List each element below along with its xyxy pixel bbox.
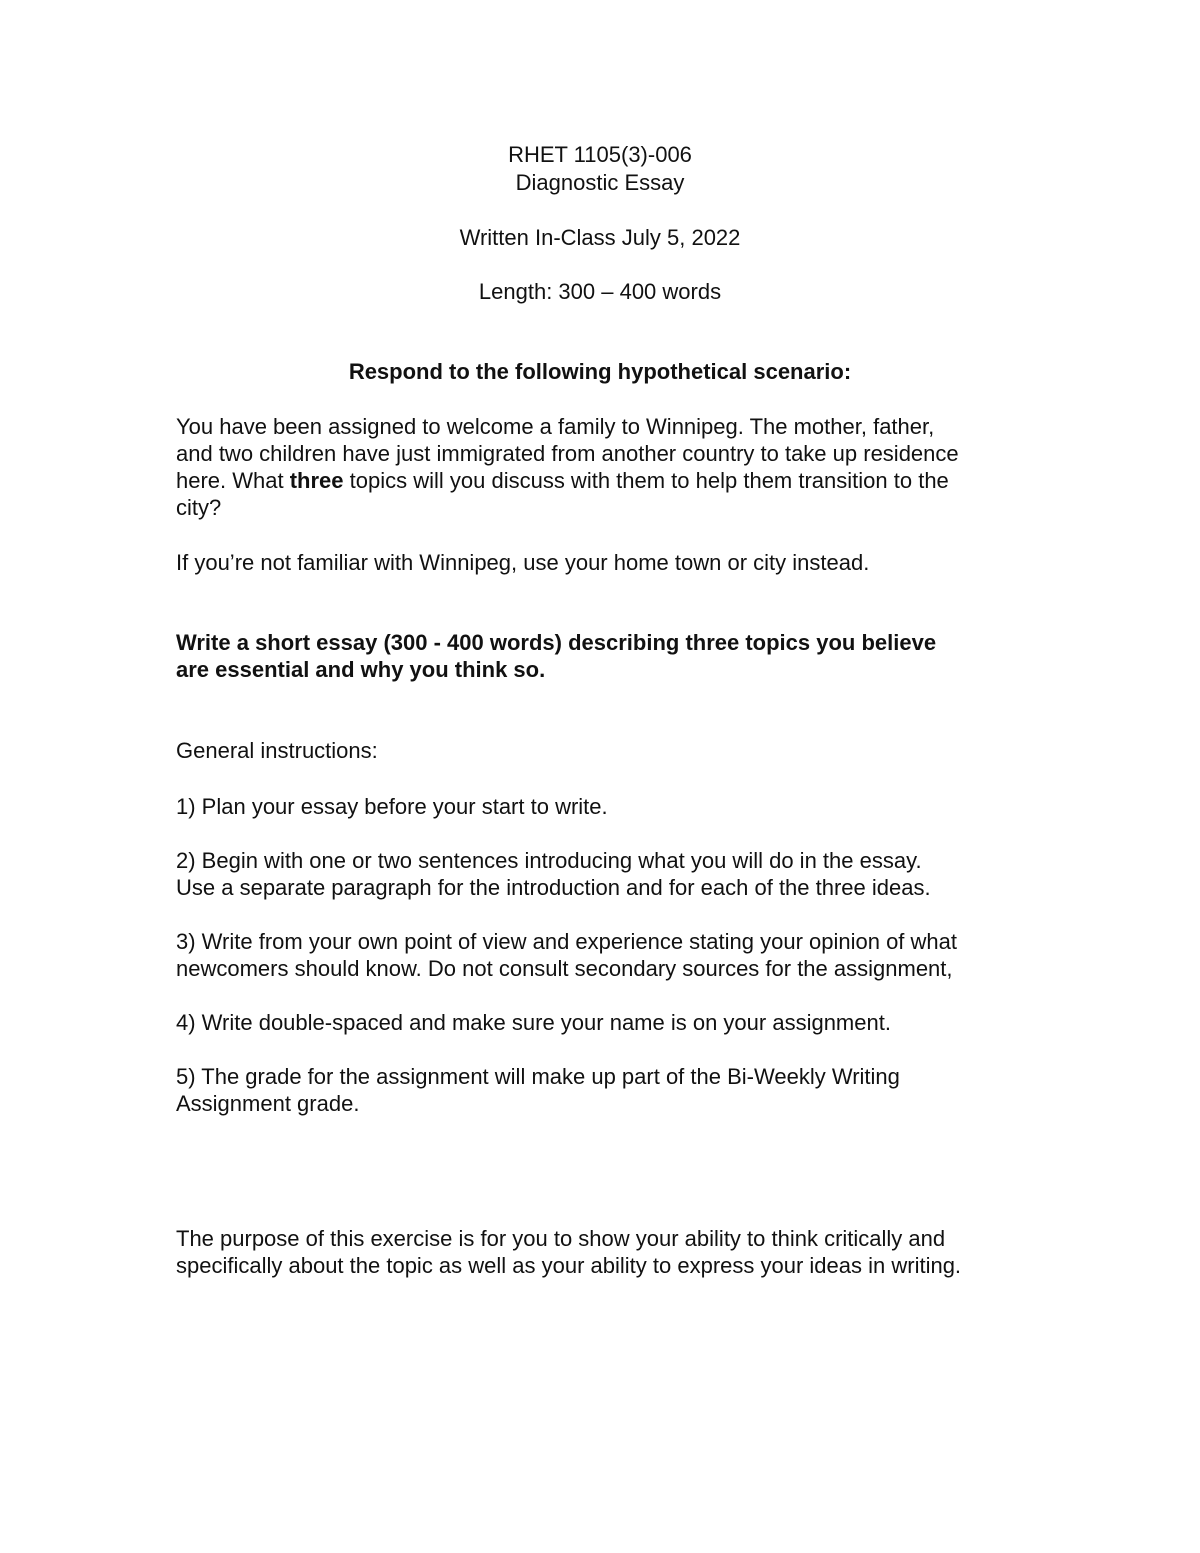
instruction-line: 3) Write from your own point of view and experience stating your opinion of what (176, 929, 957, 954)
scenario-text: topics will you discuss with them to help them transition to the (343, 468, 949, 493)
instruction-line: 4) Write double-spaced and make sure your name is on your assignment. (176, 1010, 891, 1035)
instruction-line: newcomers should know. Do not consult secondary sources for the assignment, (176, 956, 953, 981)
course-code: RHET 1105(3)-006 (508, 142, 692, 167)
scenario-line (176, 467, 1026, 494)
scenario-paragraph (176, 413, 1026, 521)
instruction-item-1 (176, 793, 1026, 820)
emphasis-three: three (289, 468, 344, 493)
scenario-line: city? (176, 495, 222, 520)
written-date: Written In-Class July 5, 2022 (459, 225, 741, 250)
purpose-line: The purpose of this exercise is for you to show your ability to think critically and (176, 1226, 946, 1251)
task-statement (176, 629, 1026, 683)
scenario-line: You have been assigned to welcome a family to Winnipeg. The mother, father, (176, 414, 935, 439)
instruction-line: 5) The grade for the assignment will make up part of the Bi-Weekly Writing (176, 1064, 900, 1089)
alternative-note: If you’re not familiar with Winnipeg, use your home town or city instead. (176, 550, 870, 575)
prompt-heading: Respond to the following hypothetical scenario: (348, 359, 852, 384)
length-requirement: Length: 300 – 400 words (478, 279, 722, 304)
purpose-line: specifically about the topic as well as your ability to express your ideas in writing. (176, 1253, 962, 1278)
instruction-item-4 (176, 1009, 1026, 1036)
instructions-heading: General instructions: (176, 738, 378, 763)
task-line: Write a short essay (300 - 400 words) describing three topics you believe (176, 630, 937, 655)
scenario-line: and two children have just immigrated from another country to take up residence (176, 441, 959, 466)
instruction-line: 2) Begin with one or two sentences introducing what you will do in the essay. (176, 848, 922, 873)
instruction-item-3 (176, 928, 1026, 982)
scenario-text: here. What (176, 468, 290, 493)
instruction-line: Use a separate paragraph for the introduction and for each of the three ideas. (176, 875, 931, 900)
instruction-line: 1) Plan your essay before your start to write. (176, 794, 608, 819)
task-line: are essential and why you think so. (176, 657, 546, 682)
purpose-paragraph (176, 1225, 1026, 1279)
instruction-line: Assignment grade. (176, 1091, 360, 1116)
document-title: Diagnostic Essay (515, 170, 685, 195)
instruction-item-5 (176, 1063, 1026, 1117)
instruction-item-2 (176, 847, 1026, 901)
